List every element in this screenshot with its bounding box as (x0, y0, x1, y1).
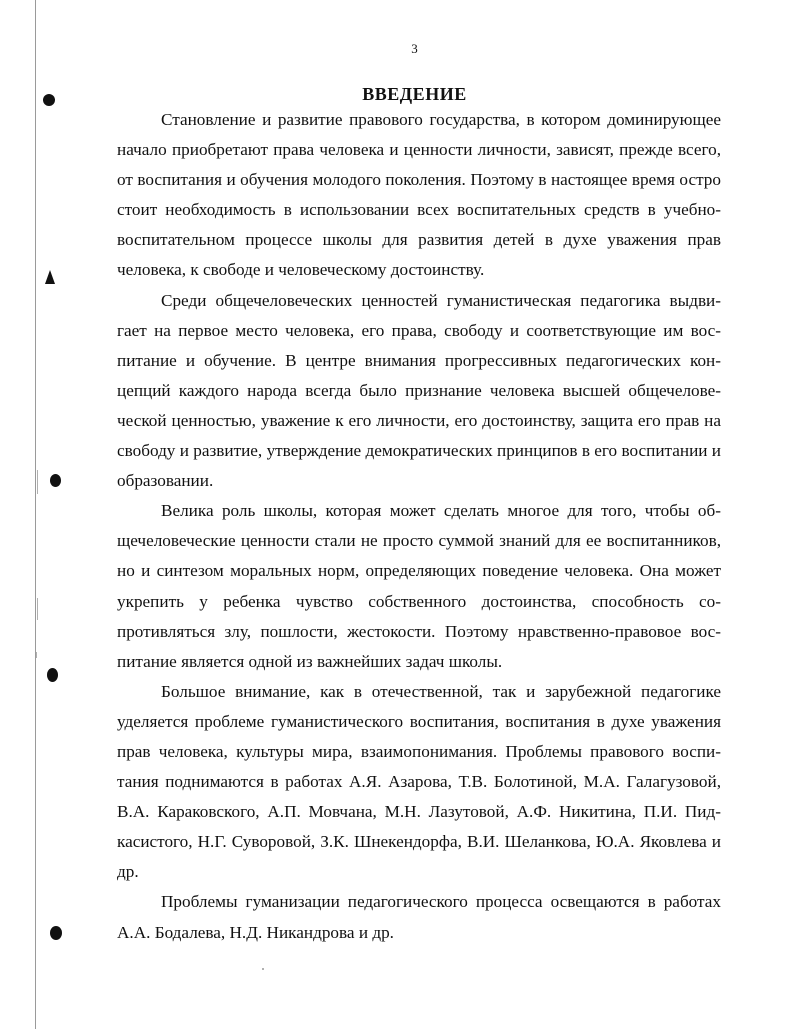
punch-hole-mark (45, 270, 55, 284)
binding-tick (37, 470, 38, 494)
paragraph-4: Большое внимание, как в отечественной, так и зарубежной педагогике уделяется проблеме гуманистического воспитания, воспитания в духе уважения прав человека, культуры мира, взаимопонимания. Проблемы правового воспитания поднимаются в работах А.Я. Азарова, Т.В. Болотиной, М.А. Галагузовой, В.А. Караковского, А.П. Мовчана, М.Н. Лазутовой, А.Ф. Никитина, П.И. Пидкасистого, Н.Г. Суворовой, З.К. Шнекендорфа, В.И. Шеланкова, Ю.А. Яковлева и др. (117, 681, 721, 882)
section-heading: ВВЕДЕНИЕ (362, 84, 467, 104)
punch-hole-mark (50, 926, 62, 940)
binding-tick (37, 598, 38, 620)
binding-tick (36, 652, 37, 658)
punch-hole-mark (47, 668, 58, 682)
body-text (117, 105, 721, 948)
paragraph-1: Становление и развитие правового государства, в котором доминирующее начало приобретают права человека и ценности личности, зависят, прежде всего, от воспитания и обучения молодого поколения. Поэтому в настоящее время остро стоит необходимость в использовании всех воспитательных средств в учебно-воспитательном процессе школы для развития детей в духе уважения прав человека, к свободе и человеческому достоинству. (117, 110, 721, 280)
paragraph-3: Велика роль школы, которая может сделать многое для того, чтобы общечеловеческие ценности стали не просто суммой знаний для ее воспитанников, но и синтезом моральных норм, определяющих поведение человека. Она может укрепить у ребенка чувство собственного достоинства, способность сопротивляться злу, пошлости, жестокости. Поэтому нравственно-правовое воспитание является одной из важнейших задач школы. (117, 501, 721, 671)
page-number: 3 (411, 41, 418, 56)
binding-edge-line (35, 0, 36, 1029)
paragraph-2: Среди общечеловеческих ценностей гуманистическая педагогика выдвигает на первое место человека, его права, свободу и соответствующие им воспитание и обучение. В центре внимания прогрессивных педагогических концепций каждого народа всегда было признание человека высшей общечеловеческой ценностью, уважение к его личности, его достоинству, защита его прав на свободу и развитие, утверждение демократических принципов в его воспитании и образовании. (117, 290, 721, 491)
paragraph-5: Проблемы гуманизации педагогического процесса освещаются в работах А.А. Бодалева, Н.Д. Никандрова и др. (117, 892, 721, 942)
punch-hole-mark (50, 474, 61, 487)
scan-speck (262, 968, 264, 970)
